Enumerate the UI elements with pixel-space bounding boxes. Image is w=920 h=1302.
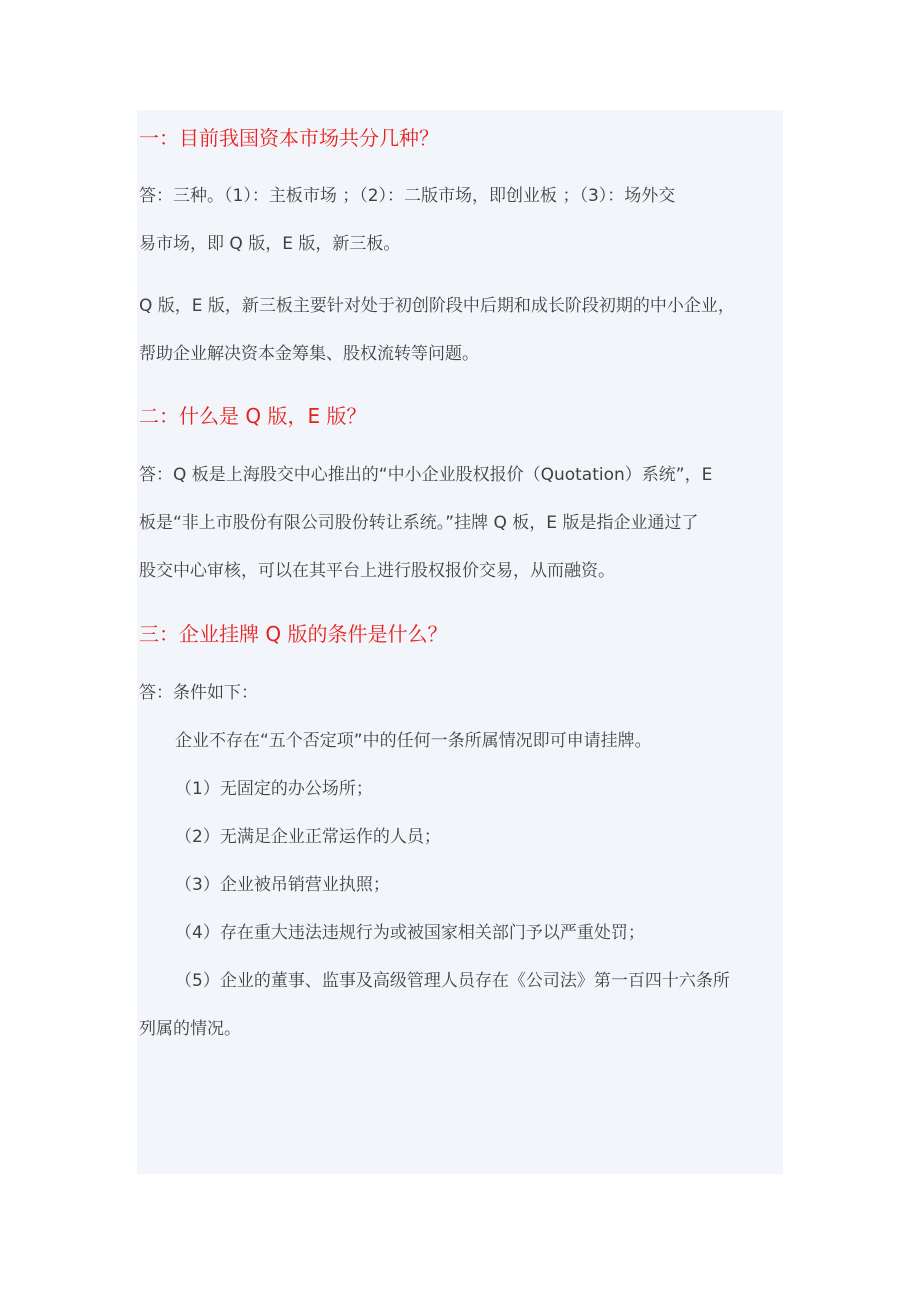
section-3: [139, 620, 447, 648]
answer-2: [139, 451, 712, 595]
answer-3-tail: 列属的情况。: [139, 1019, 241, 1039]
answer-3-item: （1）无固定的办公场所；: [175, 779, 373, 799]
answer-1-line-1: 答：三种。（1）：主板市场 ；（2）：二版市场，即创业板 ；（3）：场外交: [139, 186, 676, 206]
section-2: [139, 402, 366, 430]
answer-1-paragraph-2: [139, 282, 735, 378]
answer-1-line-2: 易市场，即 Q 版，E 版，新三板。: [139, 234, 401, 254]
answer-3-item: （2）无满足企业正常运作的人员；: [175, 827, 441, 847]
section-1: [139, 124, 439, 152]
question-3-heading: 三：企业挂牌 Q 版的条件是什么？: [139, 622, 448, 646]
question-2-heading: 二：什么是 Q 版，E 版？: [139, 404, 367, 428]
answer-1: [139, 172, 675, 268]
answer-3: [139, 669, 730, 1053]
answer-3-item: 企业不存在“五个否定项”中的任何一条所属情况即可申请挂牌。: [175, 731, 652, 751]
answer-2-line-1: 答：Q 板是上海股交中心推出的“中小企业股权报价（Quotation）系统”，E: [139, 465, 713, 485]
answer-2-line-3: 股交中心审核，可以在其平台上进行股权报价交易，从而融资。: [139, 561, 615, 581]
answer-3-item: （4）存在重大违法违规行为或被国家相关部门予以严重处罚；: [175, 923, 645, 943]
answer-3-intro: 答：条件如下：: [139, 683, 258, 703]
answer-1-para2-line-1: Q 版，E 版，新三板主要针对处于初创阶段中后期和成长阶段初期的中小企业，: [139, 296, 735, 316]
answer-1-para2-line-2: 帮助企业解决资本金筹集、股权流转等问题。: [139, 344, 479, 364]
question-1-heading: 一：目前我国资本市场共分几种？: [139, 126, 439, 150]
answer-3-item: （3）企业被吊销营业执照；: [175, 875, 390, 895]
answer-2-line-2: 板是“非上市股份有限公司股份转让系统。”挂牌 Q 板，E 版是指企业通过了: [139, 513, 699, 533]
answer-3-item: （5）企业的董事、监事及高级管理人员存在《公司法》第一百四十六条所: [175, 971, 730, 991]
